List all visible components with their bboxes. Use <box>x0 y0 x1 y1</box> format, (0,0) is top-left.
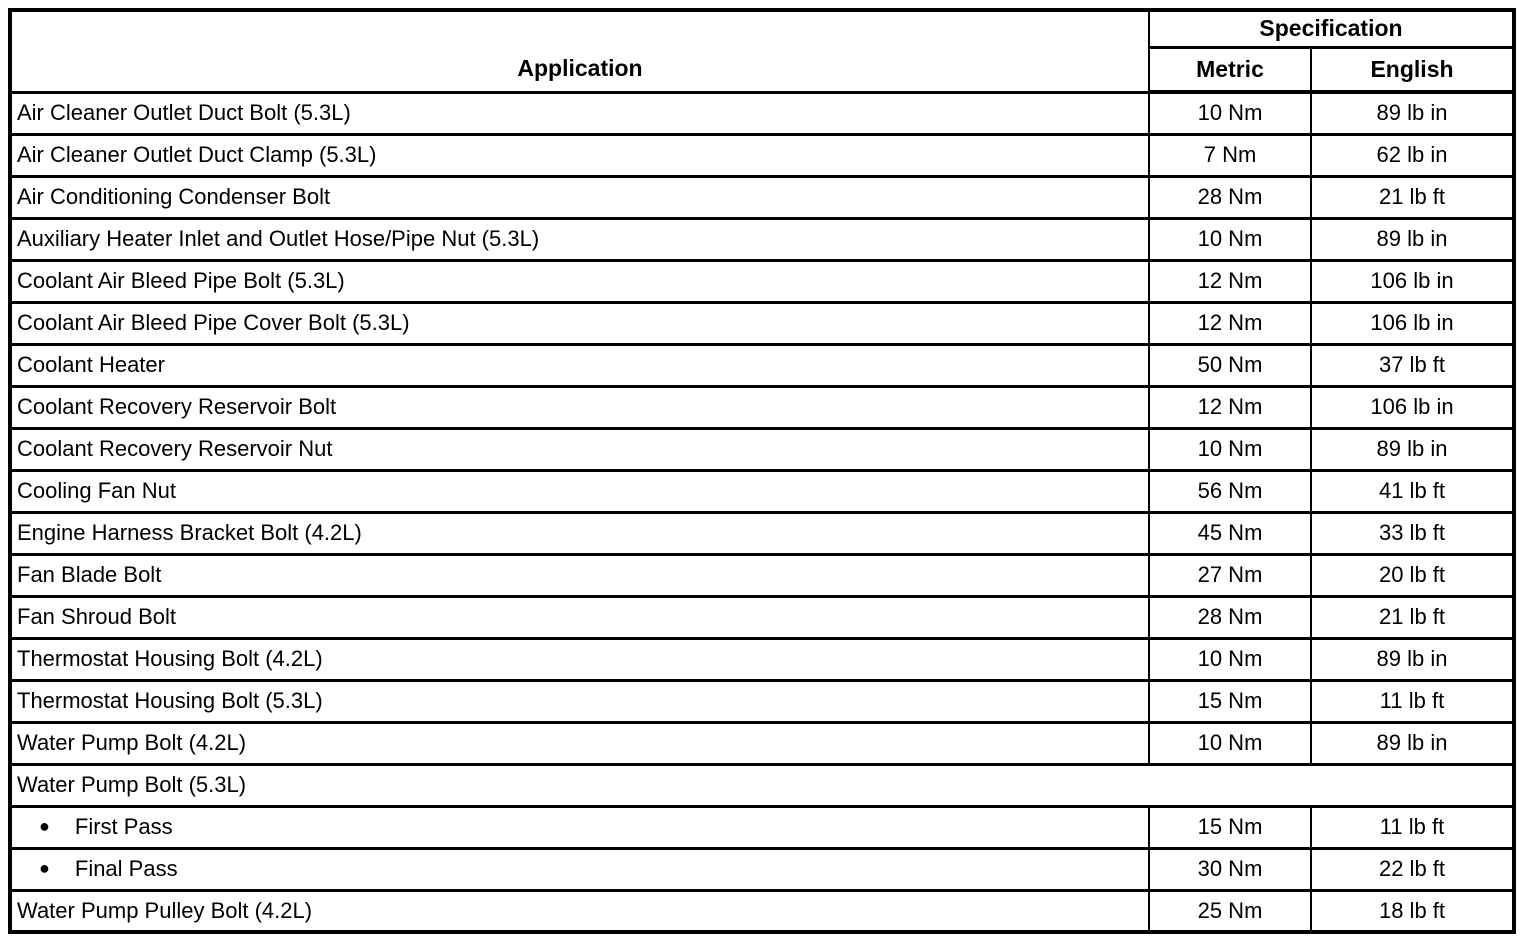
english-cell: 11 lb ft <box>1311 680 1514 722</box>
metric-cell: 10 Nm <box>1149 218 1311 260</box>
application-cell: Coolant Air Bleed Pipe Cover Bolt (5.3L) <box>10 302 1149 344</box>
bullet-icon: ● <box>39 815 50 836</box>
application-cell: Coolant Air Bleed Pipe Bolt (5.3L) <box>10 260 1149 302</box>
application-label: First Pass <box>74 814 173 840</box>
application-cell <box>10 848 1149 890</box>
application-cell: Water Pump Pulley Bolt (4.2L) <box>10 890 1149 932</box>
english-cell: 41 lb ft <box>1311 470 1514 512</box>
application-cell: Coolant Recovery Reservoir Bolt <box>10 386 1149 428</box>
table-row <box>10 92 1514 134</box>
metric-cell: 28 Nm <box>1149 596 1311 638</box>
table-row <box>10 218 1514 260</box>
header-row-specification <box>10 10 1514 47</box>
application-cell: Coolant Recovery Reservoir Nut <box>10 428 1149 470</box>
english-cell: 22 lb ft <box>1311 848 1514 890</box>
metric-cell: 25 Nm <box>1149 890 1311 932</box>
column-header-metric: Metric <box>1149 47 1311 92</box>
table-row <box>10 386 1514 428</box>
metric-cell: 12 Nm <box>1149 260 1311 302</box>
application-cell: Water Pump Bolt (5.3L) <box>10 764 1514 806</box>
application-cell: Air Conditioning Condenser Bolt <box>10 176 1149 218</box>
table-row <box>10 134 1514 176</box>
table-row <box>10 302 1514 344</box>
application-cell: Water Pump Bolt (4.2L) <box>10 722 1149 764</box>
english-cell: 62 lb in <box>1311 134 1514 176</box>
english-cell: 89 lb in <box>1311 638 1514 680</box>
english-cell: 18 lb ft <box>1311 890 1514 932</box>
table-row <box>10 596 1514 638</box>
column-header-english: English <box>1311 47 1514 92</box>
metric-cell: 56 Nm <box>1149 470 1311 512</box>
table-row <box>10 554 1514 596</box>
english-cell: 20 lb ft <box>1311 554 1514 596</box>
table-row <box>10 260 1514 302</box>
column-header-application: Application <box>10 10 1149 92</box>
table-row <box>10 512 1514 554</box>
metric-cell: 50 Nm <box>1149 344 1311 386</box>
english-cell: 89 lb in <box>1311 92 1514 134</box>
application-cell: Thermostat Housing Bolt (4.2L) <box>10 638 1149 680</box>
metric-cell: 27 Nm <box>1149 554 1311 596</box>
application-cell: Auxiliary Heater Inlet and Outlet Hose/Pipe Nut (5.3L) <box>10 218 1149 260</box>
table-row <box>10 722 1514 764</box>
column-header-specification: Specification <box>1149 10 1514 47</box>
metric-cell: 10 Nm <box>1149 92 1311 134</box>
metric-cell: 12 Nm <box>1149 386 1311 428</box>
spec-table-body <box>10 92 1514 932</box>
english-cell: 21 lb ft <box>1311 596 1514 638</box>
application-cell: Air Cleaner Outlet Duct Clamp (5.3L) <box>10 134 1149 176</box>
metric-cell: 45 Nm <box>1149 512 1311 554</box>
application-cell <box>10 806 1149 848</box>
table-row <box>10 428 1514 470</box>
english-cell: 37 lb ft <box>1311 344 1514 386</box>
bullet-icon: ● <box>39 857 50 878</box>
table-header <box>10 10 1514 92</box>
application-cell: Coolant Heater <box>10 344 1149 386</box>
torque-spec-table <box>8 8 1516 934</box>
metric-cell: 10 Nm <box>1149 638 1311 680</box>
table-row <box>10 470 1514 512</box>
metric-cell: 7 Nm <box>1149 134 1311 176</box>
application-cell: Cooling Fan Nut <box>10 470 1149 512</box>
table-row <box>10 848 1514 890</box>
english-cell: 89 lb in <box>1311 218 1514 260</box>
application-cell: Fan Blade Bolt <box>10 554 1149 596</box>
metric-cell: 12 Nm <box>1149 302 1311 344</box>
table-row <box>10 764 1514 806</box>
metric-cell: 15 Nm <box>1149 806 1311 848</box>
english-cell: 106 lb in <box>1311 260 1514 302</box>
table-row <box>10 344 1514 386</box>
english-cell: 33 lb ft <box>1311 512 1514 554</box>
english-cell: 89 lb in <box>1311 428 1514 470</box>
application-label: Final Pass <box>74 856 178 882</box>
metric-cell: 15 Nm <box>1149 680 1311 722</box>
application-cell: Engine Harness Bracket Bolt (4.2L) <box>10 512 1149 554</box>
table-row <box>10 680 1514 722</box>
english-cell: 106 lb in <box>1311 386 1514 428</box>
table-row <box>10 890 1514 932</box>
english-cell: 106 lb in <box>1311 302 1514 344</box>
table-row <box>10 176 1514 218</box>
metric-cell: 10 Nm <box>1149 428 1311 470</box>
table-row <box>10 806 1514 848</box>
metric-cell: 30 Nm <box>1149 848 1311 890</box>
table-row <box>10 638 1514 680</box>
english-cell: 21 lb ft <box>1311 176 1514 218</box>
metric-cell: 10 Nm <box>1149 722 1311 764</box>
english-cell: 89 lb in <box>1311 722 1514 764</box>
application-cell: Fan Shroud Bolt <box>10 596 1149 638</box>
metric-cell: 28 Nm <box>1149 176 1311 218</box>
application-cell: Air Cleaner Outlet Duct Bolt (5.3L) <box>10 92 1149 134</box>
application-cell: Thermostat Housing Bolt (5.3L) <box>10 680 1149 722</box>
english-cell: 11 lb ft <box>1311 806 1514 848</box>
